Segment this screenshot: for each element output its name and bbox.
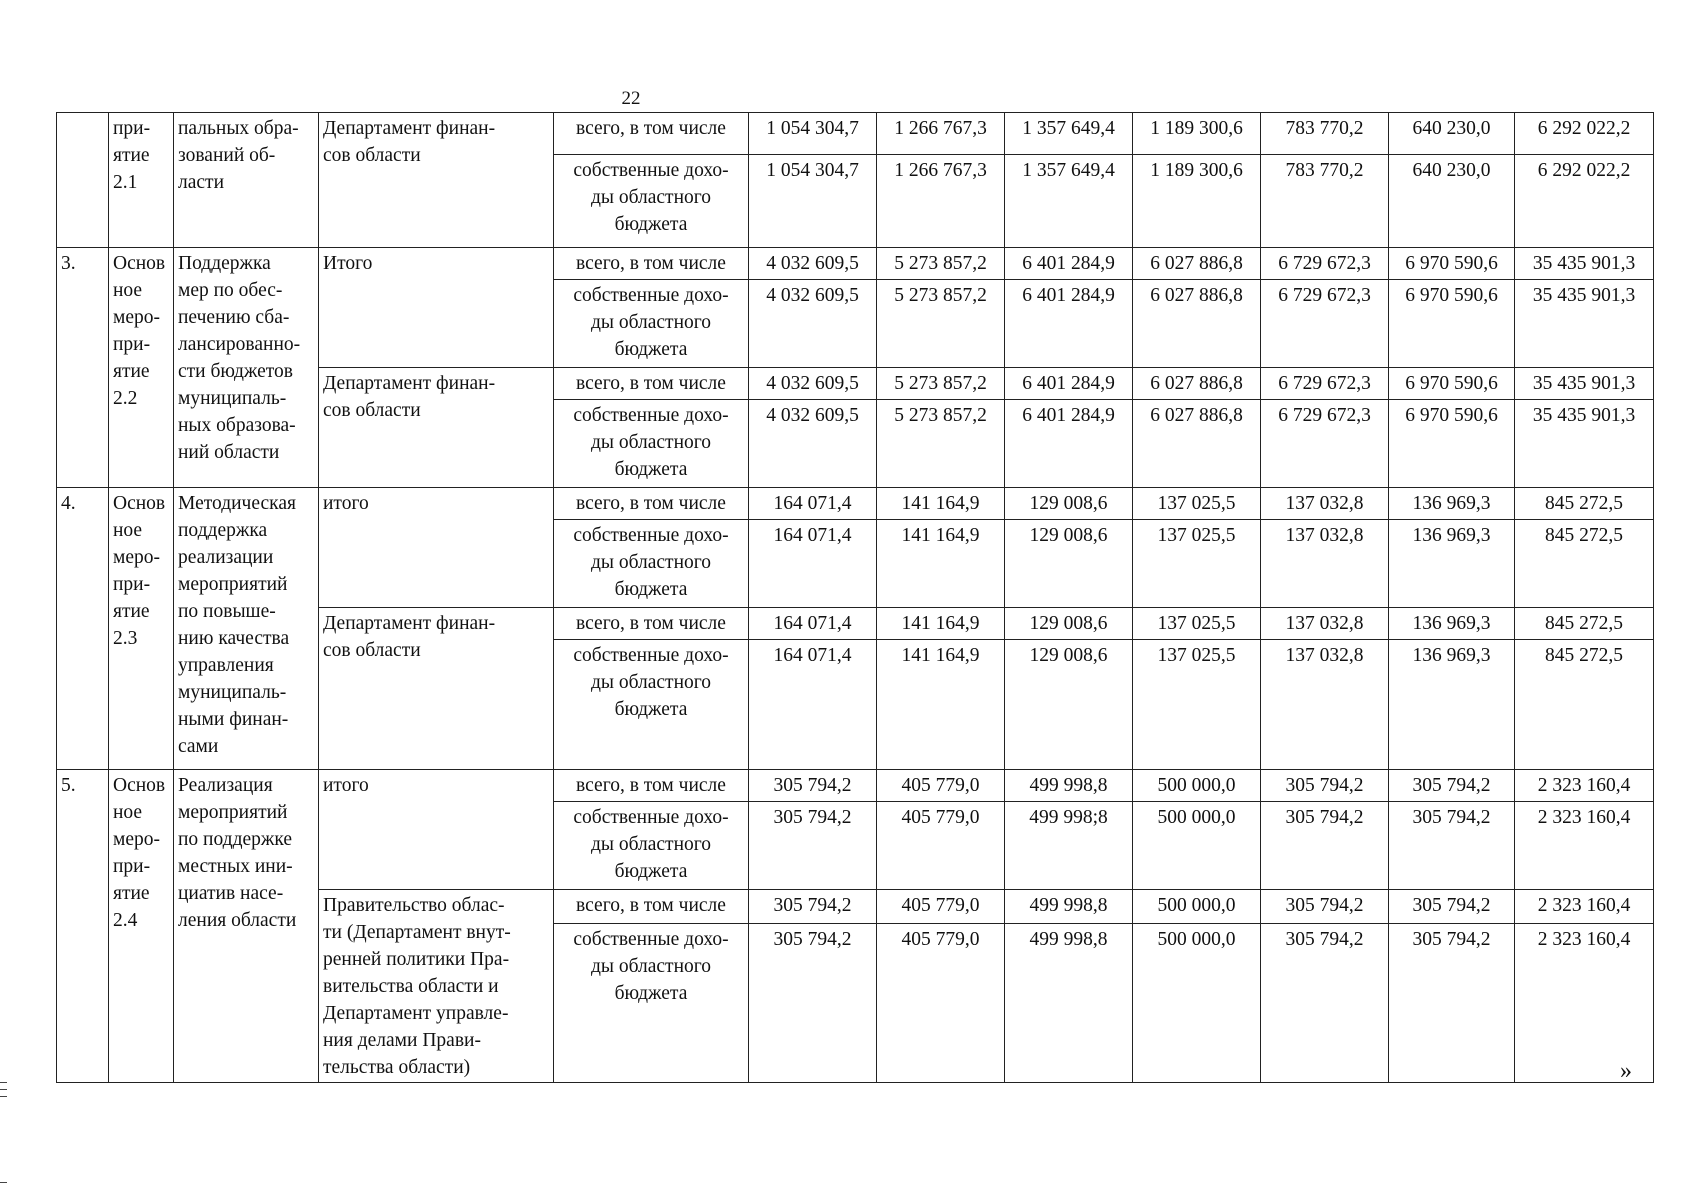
value-cell xyxy=(1005,608,1133,640)
value-cell-text: 4 032 609,5 xyxy=(766,373,859,394)
value-cell xyxy=(877,640,1005,770)
value-cell-text: 137 025,5 xyxy=(1157,613,1236,634)
page-number: 22 xyxy=(621,88,641,109)
value-cell-text: 305 794,2 xyxy=(1412,807,1491,828)
value-cell-text: 137 032,8 xyxy=(1285,525,1364,546)
value-cell-text: 5 273 857,2 xyxy=(894,285,987,306)
value-cell xyxy=(1389,155,1515,248)
value-cell xyxy=(1515,608,1654,640)
value-cell xyxy=(1133,155,1261,248)
value-cell xyxy=(1261,155,1389,248)
value-cell xyxy=(1005,890,1133,924)
value-cell-text: 129 008,6 xyxy=(1029,493,1108,514)
value-cell xyxy=(1133,890,1261,924)
funding-source-cell-text: всего, в том числе xyxy=(576,613,726,634)
value-cell-text: 405 779,0 xyxy=(901,895,980,916)
value-cell xyxy=(1261,248,1389,280)
activity-type-cell-text: Основ ное меро- при- ятие 2.4 xyxy=(113,775,166,931)
value-cell-text: 845 272,5 xyxy=(1545,493,1623,514)
value-cell xyxy=(1389,400,1515,488)
value-cell xyxy=(749,770,877,802)
funding-source-cell-text: всего, в том числе xyxy=(576,373,726,394)
activity-type-cell xyxy=(109,488,174,770)
activity-name-cell-text: Поддержка мер по обес- печению сба- лансированно- сти бюджетов муниципаль- ных образова- ний области xyxy=(178,253,301,463)
value-cell xyxy=(1261,368,1389,400)
value-cell xyxy=(1133,640,1261,770)
value-cell xyxy=(1515,155,1654,248)
value-cell-text: 499 998,8 xyxy=(1029,775,1108,796)
value-cell xyxy=(1389,520,1515,608)
value-cell-text: 305 794,2 xyxy=(1412,928,1491,950)
value-cell-text: 129 008,6 xyxy=(1029,525,1108,546)
margin-mark xyxy=(0,1082,7,1083)
value-cell-text: 137 032,8 xyxy=(1285,645,1364,666)
value-cell-text: 305 794,2 xyxy=(773,895,852,916)
funding-source-cell xyxy=(554,280,749,368)
responsible-cell xyxy=(319,770,554,890)
value-cell-text: 6 027 886,8 xyxy=(1150,405,1243,426)
value-cell-text: 405 779,0 xyxy=(901,775,980,796)
value-cell xyxy=(1515,802,1654,890)
value-cell-text: 305 794,2 xyxy=(773,928,852,950)
value-cell-text: 1 189 300,6 xyxy=(1150,160,1243,181)
value-cell xyxy=(877,113,1005,155)
activity-name-cell xyxy=(174,488,319,770)
value-cell xyxy=(877,890,1005,924)
value-cell-text: 499 998,8 xyxy=(1029,895,1108,916)
activity-name-cell-text: пальных обра- зований об- ласти xyxy=(178,118,299,193)
row-number-cell xyxy=(57,248,109,488)
value-cell-text: 137 025,5 xyxy=(1157,645,1236,666)
value-cell xyxy=(749,520,877,608)
value-cell xyxy=(1133,248,1261,280)
value-cell xyxy=(1133,802,1261,890)
table-row xyxy=(57,113,1654,155)
row-number-cell xyxy=(57,770,109,1083)
value-cell xyxy=(1133,113,1261,155)
value-cell xyxy=(749,248,877,280)
value-cell xyxy=(1515,368,1654,400)
value-cell-text: 640 230,0 xyxy=(1412,118,1491,139)
value-cell-text: 500 000,0 xyxy=(1157,807,1236,828)
activity-type-cell xyxy=(109,770,174,1083)
responsible-cell xyxy=(319,890,554,1083)
value-cell-text: 141 164,9 xyxy=(901,525,980,546)
value-cell xyxy=(1515,488,1654,520)
value-cell-text: 5 273 857,2 xyxy=(894,253,987,274)
value-cell-text: 4 032 609,5 xyxy=(766,405,859,426)
activity-type-cell-text: при- ятие 2.1 xyxy=(113,118,151,193)
activity-type-cell-text: Основ ное меро- при- ятие 2.3 xyxy=(113,493,166,649)
value-cell xyxy=(1389,802,1515,890)
value-cell-text: 6 729 672,3 xyxy=(1278,285,1371,306)
value-cell-text: 1 266 767,3 xyxy=(894,118,987,139)
value-cell xyxy=(1389,640,1515,770)
value-cell xyxy=(1005,113,1133,155)
value-cell-text: 6 292 022,2 xyxy=(1537,118,1631,139)
value-cell xyxy=(1005,155,1133,248)
value-cell xyxy=(1389,608,1515,640)
budget-table xyxy=(56,112,1654,1083)
value-cell-text: 6 401 284,9 xyxy=(1022,253,1115,274)
value-cell-text: 845 272,5 xyxy=(1545,645,1623,666)
value-cell-text: 6 970 590,6 xyxy=(1405,373,1498,394)
value-cell-text: 1 357 649,4 xyxy=(1022,160,1115,181)
value-cell xyxy=(749,400,877,488)
value-cell xyxy=(1515,520,1654,608)
value-cell-text: 2 323 160,4 xyxy=(1537,807,1631,828)
row-number-cell-text: 5. xyxy=(61,775,76,796)
value-cell xyxy=(1261,520,1389,608)
value-cell-text: 305 794,2 xyxy=(1285,928,1364,950)
value-cell xyxy=(1261,113,1389,155)
closing-quote-mark: » xyxy=(1620,1058,1632,1084)
value-cell xyxy=(877,608,1005,640)
row-number-cell-text: 3. xyxy=(61,253,76,274)
value-cell xyxy=(1261,280,1389,368)
value-cell xyxy=(1261,400,1389,488)
value-cell xyxy=(749,923,877,1082)
value-cell-text: 1 266 767,3 xyxy=(894,160,987,181)
funding-source-cell-text: всего, в том числе xyxy=(576,253,726,274)
funding-source-cell-text: всего, в том числе xyxy=(576,118,726,139)
value-cell-text: 136 969,3 xyxy=(1412,645,1491,666)
value-cell xyxy=(1261,488,1389,520)
responsible-cell-text: Правительство облас- ти (Департамент внут- ренней политики Пра- вительства области и Департамент управле- ния делами Прави- тельства области) xyxy=(323,895,511,1078)
activity-type-cell xyxy=(109,113,174,248)
value-cell-text: 35 435 901,3 xyxy=(1532,253,1636,274)
funding-source-cell-text: собственные дохо- ды областного бюджета xyxy=(573,405,729,480)
value-cell xyxy=(1133,280,1261,368)
value-cell-text: 6 027 886,8 xyxy=(1150,285,1243,306)
value-cell xyxy=(749,155,877,248)
value-cell xyxy=(1005,280,1133,368)
activity-name-cell-text: Реализация мероприятий по поддержке местных ини- циатив насе- ления области xyxy=(178,775,297,931)
value-cell xyxy=(877,923,1005,1082)
value-cell xyxy=(877,400,1005,488)
value-cell xyxy=(749,890,877,924)
value-cell xyxy=(1005,770,1133,802)
value-cell-text: 500 000,0 xyxy=(1157,928,1236,950)
activity-name-cell-text: Методическая поддержка реализации мероприятий по повыше- нию качества управления муниципаль- ными финан- сами xyxy=(178,493,296,757)
value-cell xyxy=(1389,488,1515,520)
value-cell xyxy=(749,802,877,890)
value-cell xyxy=(1133,770,1261,802)
value-cell-text: 164 071,4 xyxy=(773,645,852,666)
value-cell xyxy=(1261,608,1389,640)
value-cell xyxy=(749,368,877,400)
funding-source-cell-text: собственные дохо- ды областного бюджета xyxy=(573,160,729,235)
value-cell-text: 6 729 672,3 xyxy=(1278,253,1371,274)
value-cell xyxy=(1005,923,1133,1082)
value-cell-text: 164 071,4 xyxy=(773,525,852,546)
value-cell-text: 305 794,2 xyxy=(1285,775,1364,796)
value-cell-text: 305 794,2 xyxy=(773,807,852,828)
funding-source-cell-text: собственные дохо- ды областного бюджета xyxy=(573,285,729,360)
value-cell-text: 405 779,0 xyxy=(901,928,980,950)
value-cell-text: 1 054 304,7 xyxy=(766,118,859,139)
value-cell xyxy=(1515,400,1654,488)
funding-source-cell xyxy=(554,520,749,608)
value-cell-text: 783 770,2 xyxy=(1285,160,1364,181)
responsible-cell-text: итого xyxy=(323,775,369,796)
value-cell-text: 405 779,0 xyxy=(901,807,980,828)
value-cell-text: 305 794,2 xyxy=(1412,775,1491,796)
value-cell-text: 2 323 160,4 xyxy=(1537,928,1631,950)
value-cell-text: 1 357 649,4 xyxy=(1022,118,1115,139)
funding-source-cell-text: всего, в том числе xyxy=(576,493,726,514)
value-cell xyxy=(1515,890,1654,924)
value-cell-text: 4 032 609,5 xyxy=(766,285,859,306)
activity-name-cell xyxy=(174,113,319,248)
value-cell xyxy=(1133,520,1261,608)
activity-name-cell xyxy=(174,770,319,1083)
responsible-cell xyxy=(319,368,554,488)
funding-source-cell xyxy=(554,488,749,520)
funding-source-cell xyxy=(554,155,749,248)
value-cell-text: 136 969,3 xyxy=(1412,493,1491,514)
value-cell-text: 305 794,2 xyxy=(773,775,852,796)
value-cell xyxy=(749,113,877,155)
value-cell-text: 6 970 590,6 xyxy=(1405,405,1498,426)
value-cell-text: 499 998;8 xyxy=(1029,807,1108,828)
value-cell-text: 5 273 857,2 xyxy=(894,405,987,426)
funding-source-cell xyxy=(554,640,749,770)
value-cell xyxy=(877,248,1005,280)
value-cell xyxy=(1005,520,1133,608)
row-number-cell xyxy=(57,488,109,770)
row-number-cell-text: 4. xyxy=(61,493,76,514)
value-cell xyxy=(1389,280,1515,368)
value-cell xyxy=(749,280,877,368)
value-cell xyxy=(1133,923,1261,1082)
value-cell-text: 305 794,2 xyxy=(1285,895,1364,916)
responsible-cell xyxy=(319,608,554,770)
value-cell-text: 6 729 672,3 xyxy=(1278,373,1371,394)
value-cell xyxy=(1005,802,1133,890)
value-cell-text: 136 969,3 xyxy=(1412,613,1491,634)
value-cell-text: 640 230,0 xyxy=(1412,160,1491,181)
activity-type-cell-text: Основ ное меро- при- ятие 2.2 xyxy=(113,253,166,409)
funding-source-cell-text: собственные дохо- ды областного бюджета xyxy=(573,928,729,1004)
value-cell-text: 137 032,8 xyxy=(1285,613,1364,634)
margin-mark xyxy=(0,1089,7,1090)
value-cell xyxy=(877,802,1005,890)
responsible-cell-text: Департамент финан- сов области xyxy=(323,118,496,166)
row-number-cell xyxy=(57,113,109,248)
responsible-cell xyxy=(319,488,554,608)
funding-source-cell xyxy=(554,890,749,924)
funding-source-cell xyxy=(554,113,749,155)
value-cell xyxy=(1133,400,1261,488)
value-cell-text: 141 164,9 xyxy=(901,613,980,634)
value-cell-text: 141 164,9 xyxy=(901,645,980,666)
value-cell xyxy=(1515,923,1654,1082)
value-cell xyxy=(1005,640,1133,770)
value-cell-text: 499 998,8 xyxy=(1029,928,1108,950)
value-cell xyxy=(877,368,1005,400)
value-cell-text: 6 027 886,8 xyxy=(1150,253,1243,274)
value-cell xyxy=(749,488,877,520)
value-cell-text: 6 027 886,8 xyxy=(1150,373,1243,394)
value-cell xyxy=(1389,248,1515,280)
value-cell-text: 129 008,6 xyxy=(1029,645,1108,666)
value-cell xyxy=(877,770,1005,802)
value-cell xyxy=(1261,890,1389,924)
value-cell-text: 35 435 901,3 xyxy=(1532,285,1636,306)
value-cell xyxy=(1389,368,1515,400)
table-row xyxy=(57,248,1654,280)
value-cell xyxy=(877,155,1005,248)
value-cell-text: 6 401 284,9 xyxy=(1022,405,1115,426)
value-cell-text: 164 071,4 xyxy=(773,493,852,514)
value-cell xyxy=(1261,923,1389,1082)
value-cell xyxy=(1515,280,1654,368)
margin-mark xyxy=(0,1096,7,1097)
value-cell-text: 845 272,5 xyxy=(1545,613,1623,634)
funding-source-cell xyxy=(554,400,749,488)
funding-source-cell-text: собственные дохо- ды областного бюджета xyxy=(573,645,729,720)
value-cell xyxy=(1389,770,1515,802)
value-cell-text: 137 025,5 xyxy=(1157,493,1236,514)
funding-source-cell xyxy=(554,368,749,400)
value-cell xyxy=(1005,248,1133,280)
value-cell-text: 137 032,8 xyxy=(1285,493,1364,514)
value-cell-text: 2 323 160,4 xyxy=(1537,775,1631,796)
value-cell xyxy=(749,608,877,640)
value-cell-text: 5 273 857,2 xyxy=(894,373,987,394)
value-cell xyxy=(877,488,1005,520)
value-cell xyxy=(1261,802,1389,890)
funding-source-cell-text: всего, в том числе xyxy=(576,895,726,916)
value-cell xyxy=(1389,890,1515,924)
value-cell-text: 35 435 901,3 xyxy=(1532,373,1636,394)
value-cell xyxy=(877,520,1005,608)
value-cell-text: 4 032 609,5 xyxy=(766,253,859,274)
value-cell xyxy=(1515,770,1654,802)
funding-source-cell xyxy=(554,248,749,280)
value-cell xyxy=(1005,368,1133,400)
funding-source-cell xyxy=(554,802,749,890)
value-cell-text: 6 729 672,3 xyxy=(1278,405,1371,426)
value-cell-text: 6 970 590,6 xyxy=(1405,285,1498,306)
value-cell-text: 1 189 300,6 xyxy=(1150,118,1243,139)
funding-source-cell xyxy=(554,923,749,1082)
table-row xyxy=(57,488,1654,520)
funding-source-cell-text: собственные дохо- ды областного бюджета xyxy=(573,525,729,600)
responsible-cell xyxy=(319,248,554,368)
value-cell-text: 6 970 590,6 xyxy=(1405,253,1498,274)
responsible-cell-text: Итого xyxy=(323,253,373,274)
activity-name-cell xyxy=(174,248,319,488)
value-cell-text: 141 164,9 xyxy=(901,493,980,514)
value-cell-text: 137 025,5 xyxy=(1157,525,1236,546)
value-cell xyxy=(1261,770,1389,802)
value-cell-text: 136 969,3 xyxy=(1412,525,1491,546)
responsible-cell-text: итого xyxy=(323,493,369,514)
table-row xyxy=(57,770,1654,802)
value-cell-text: 845 272,5 xyxy=(1545,525,1623,546)
value-cell xyxy=(1261,640,1389,770)
value-cell-text: 35 435 901,3 xyxy=(1532,405,1636,426)
value-cell-text: 129 008,6 xyxy=(1029,613,1108,634)
value-cell-text: 500 000,0 xyxy=(1157,775,1236,796)
value-cell xyxy=(1133,608,1261,640)
value-cell-text: 6 292 022,2 xyxy=(1537,160,1631,181)
value-cell xyxy=(1133,368,1261,400)
value-cell-text: 305 794,2 xyxy=(1412,895,1491,916)
value-cell xyxy=(877,280,1005,368)
value-cell xyxy=(1515,640,1654,770)
responsible-cell-text: Департамент финан- сов области xyxy=(323,373,496,421)
funding-source-cell xyxy=(554,608,749,640)
activity-type-cell xyxy=(109,248,174,488)
value-cell-text: 6 401 284,9 xyxy=(1022,285,1115,306)
responsible-cell xyxy=(319,113,554,248)
value-cell xyxy=(1515,248,1654,280)
value-cell xyxy=(1133,488,1261,520)
value-cell-text: 164 071,4 xyxy=(773,613,852,634)
value-cell xyxy=(1515,113,1654,155)
value-cell-text: 305 794,2 xyxy=(1285,807,1364,828)
funding-source-cell xyxy=(554,770,749,802)
value-cell-text: 500 000,0 xyxy=(1157,895,1236,916)
responsible-cell-text: Департамент финан- сов области xyxy=(323,613,496,661)
funding-source-cell-text: всего, в том числе xyxy=(576,775,726,796)
funding-source-cell-text: собственные дохо- ды областного бюджета xyxy=(573,807,729,882)
value-cell xyxy=(749,640,877,770)
value-cell xyxy=(1389,923,1515,1082)
margin-mark xyxy=(0,1182,7,1183)
value-cell-text: 1 054 304,7 xyxy=(766,160,859,181)
value-cell xyxy=(1005,400,1133,488)
value-cell-text: 783 770,2 xyxy=(1285,118,1364,139)
value-cell-text: 2 323 160,4 xyxy=(1537,895,1631,916)
value-cell xyxy=(1389,113,1515,155)
value-cell xyxy=(1005,488,1133,520)
value-cell-text: 6 401 284,9 xyxy=(1022,373,1115,394)
